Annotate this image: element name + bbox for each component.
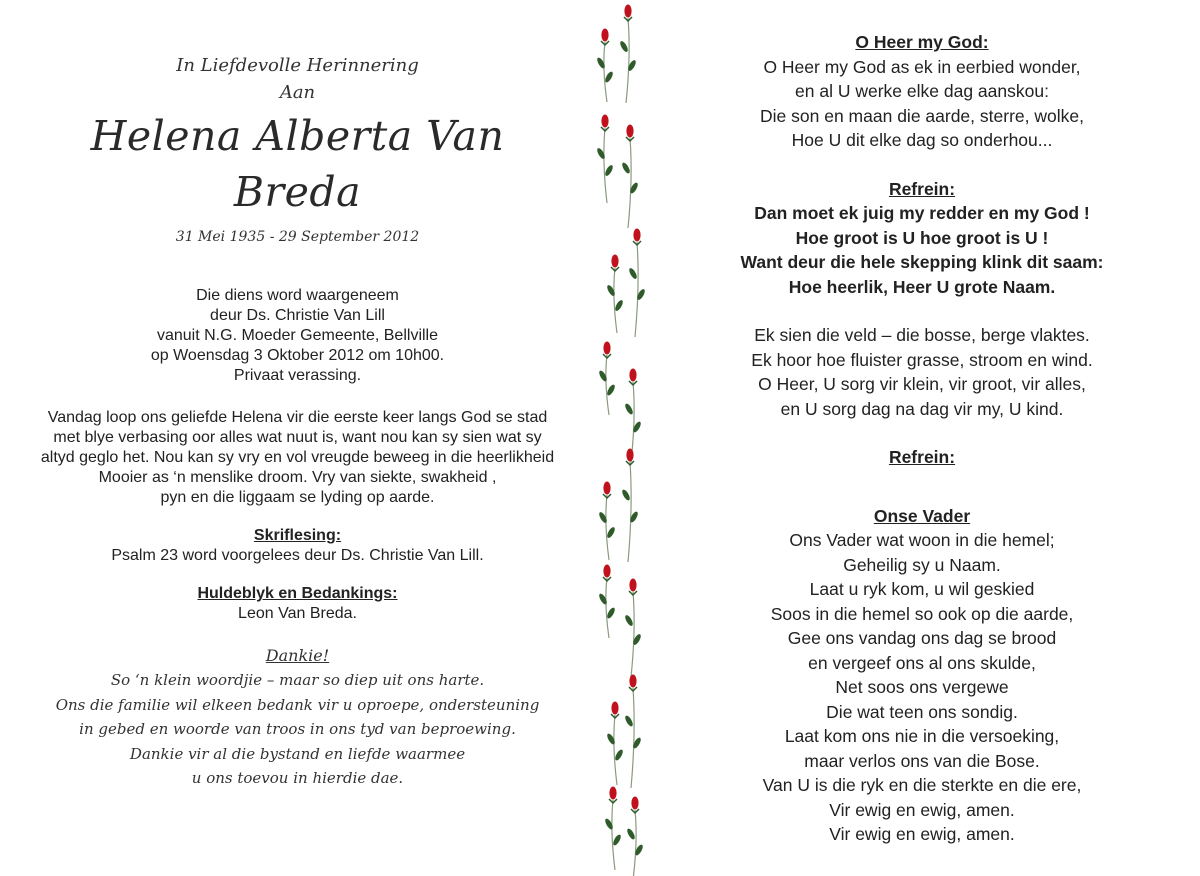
red-rose-icon (596, 29, 615, 103)
red-rose-icon (621, 125, 640, 229)
hymn-verse-1 (662, 55, 1182, 153)
section-heading: Skriflesing: (253, 527, 342, 544)
prayer-title: Onse Vader (873, 505, 971, 526)
refrain-line: Dan moet ek juig my redder en my God ! (754, 203, 1090, 223)
thanks-line: Ons die familie wil elkeen bedank vir u oproepe, ondersteuning (55, 695, 540, 714)
thanks-line: in gebed en woorde van troos in ons tyd van beproewing. (79, 720, 516, 738)
hymn-line: en U sorg dag na dag vir my, U kind. (780, 398, 1064, 419)
tribute-line: met blye verbasing oor alles wat nuut is, want nou kan sy sien wat sy (53, 429, 542, 446)
service-line: Die diens word waargeneem (196, 287, 399, 304)
prayer-line: Van U is die ryk en die sterkte en die ere, (762, 775, 1082, 795)
red-rose-icon (598, 565, 617, 639)
hymn-line: O Heer, U sorg vir klein, vir groot, vir alles, (758, 374, 1086, 394)
scripture-reading (30, 526, 565, 566)
thanks-title: Dankie! (265, 646, 330, 665)
reading-text: Psalm 23 word voorgelees deur Ds. Christie Van Lill. (111, 547, 484, 564)
red-rose-icon (624, 579, 643, 678)
red-rose-icon (619, 5, 638, 104)
refrain-line: Hoe groot is U hoe groot is U ! (795, 227, 1049, 248)
thanks-section (30, 644, 565, 791)
red-rose-icon (596, 115, 615, 204)
service-details (30, 286, 565, 386)
hymn-line: Ek sien die veld – die bosse, berge vlaktes. (754, 325, 1090, 345)
hymn-line: O Heer my God as ek in eerbied wonder, (763, 56, 1081, 77)
prayer-line: Laat kom ons nie in die versoeking, (784, 726, 1060, 746)
section-heading: Huldeblyk en Bedankings: (197, 585, 398, 602)
tribute-line: altyd geglo het. Nou kan sy vry en vol vreugde beweeg in die heerlikheid (40, 449, 555, 466)
hymn-verse-2 (662, 323, 1182, 421)
tribute-paragraph (30, 408, 565, 508)
eulogy-section (30, 584, 565, 624)
intro-line: In Liefdevolle Herinnering (176, 55, 419, 76)
prayer-line: Geheilig sy u Naam. (843, 554, 1001, 575)
red-rose-icon (628, 229, 647, 338)
hymn-title: O Heer my God: (855, 32, 989, 52)
service-line: vanuit N.G. Moeder Gemeente, Bellville (156, 327, 438, 344)
thanks-line: Dankie vir al die bystand en liefde waarmee (129, 744, 466, 763)
prayer-line: Vir ewig en ewig, amen. (829, 799, 1015, 820)
deceased-name: Helena Alberta Van Breda (90, 112, 505, 216)
refrain-line: Hoe heerlik, Heer U grote Naam. (788, 276, 1056, 297)
red-rose-icon (621, 449, 640, 563)
prayer-line: Soos in die hemel so ook op die aarde, (770, 603, 1074, 624)
hymn-line: Die son en maan die aarde, sterre, wolke, (760, 105, 1084, 126)
red-rose-icon (624, 369, 643, 463)
refrain-heading: Refrein: (888, 447, 956, 467)
red-rose-icon (604, 787, 623, 871)
prayer-line: Die wat teen ons sondig. (826, 701, 1018, 722)
thanks-line: So ‘n klein woordjie – maar so diep uit ons harte. (110, 671, 485, 689)
thanks-line: u ons toevou in hierdie dae. (191, 769, 404, 787)
left-column (30, 52, 565, 791)
refrain-line: Want deur die hele skepping klink dit saam: (740, 252, 1104, 272)
prayer-line: en vergeef ons al ons skulde, (808, 652, 1036, 673)
hymn-line: Hoe U dit elke dag so onderhou... (791, 130, 1053, 150)
service-line: deur Ds. Christie Van Lill (210, 307, 385, 324)
right-column (662, 30, 1182, 847)
hymn-line: Ek hoor hoe fluister grasse, stroom en wind. (751, 349, 1093, 370)
red-rose-icon (598, 482, 617, 561)
red-rose-icon (606, 702, 625, 786)
prayer-line: Net soos ons vergewe (835, 677, 1009, 697)
tribute-line: pyn en die liggaam se lyding op aarde. (160, 489, 435, 506)
tribute-line: Vandag loop ons geliefde Helena vir die eerste keer langs God se stad (47, 409, 548, 426)
hymn-line: en al U werke elke dag aanskou: (795, 81, 1049, 101)
red-rose-icon (598, 342, 617, 416)
refrain (662, 201, 1182, 299)
prayer-line: Laat u ryk kom, u wil geskied (809, 579, 1035, 599)
red-rose-icon (606, 255, 625, 334)
service-line: op Woensdag 3 Oktober 2012 om 10h00. (150, 347, 445, 364)
prayer-line: Gee ons vandag ons dag se brood (787, 628, 1057, 648)
prayer-line: maar verlos ons van die Bose. (804, 750, 1040, 771)
red-rose-icon (624, 675, 643, 789)
service-line: Privaat verassing. (233, 367, 362, 384)
eulogy-text: Leon Van Breda. (238, 605, 357, 622)
red-rose-icon (626, 797, 645, 876)
rose-divider (595, 0, 650, 876)
prayer-line: Vir ewig en ewig, amen. (829, 824, 1015, 844)
tribute-line: Mooier as ‘n menslike droom. Vry van siekte, swakheid , (98, 469, 497, 486)
intro-line: Aan (279, 82, 316, 103)
prayer-text (662, 528, 1182, 847)
prayer-line: Ons Vader wat woon in die hemel; (789, 530, 1055, 550)
life-dates: 31 Mei 1935 - 29 September 2012 (175, 229, 420, 245)
refrain-heading: Refrein: (888, 178, 956, 199)
